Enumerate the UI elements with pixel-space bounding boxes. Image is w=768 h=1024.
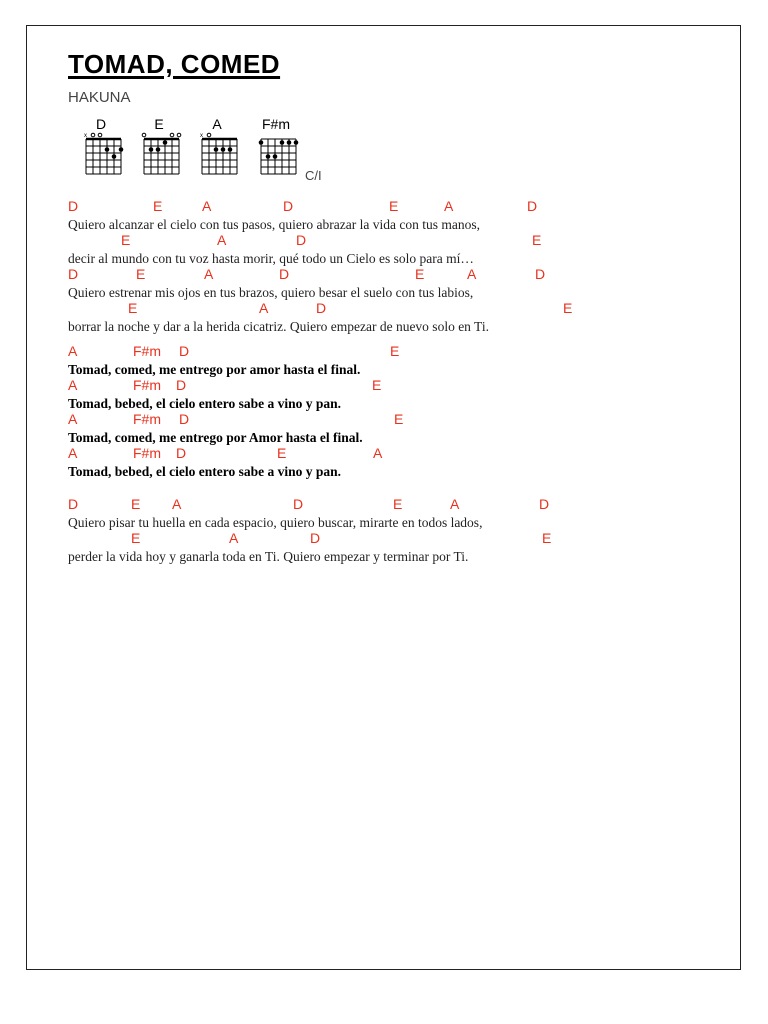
chord: E xyxy=(415,266,425,282)
chord: A xyxy=(172,496,182,512)
chord: F#m xyxy=(133,343,161,359)
chord-line xyxy=(0,377,768,394)
chord-diagram-name: F#m xyxy=(262,116,290,132)
chord: A xyxy=(467,266,477,282)
chord: D xyxy=(539,496,550,512)
chord: A xyxy=(373,445,383,461)
chord: E xyxy=(563,300,573,316)
chord: E xyxy=(153,198,163,214)
chord: D xyxy=(527,198,538,214)
chord: D xyxy=(310,530,321,546)
chord: D xyxy=(535,266,546,282)
chord-line xyxy=(0,266,768,283)
chord: A xyxy=(204,266,214,282)
chord-diagram-e xyxy=(134,116,184,178)
chord: D xyxy=(176,445,187,461)
lyric-line: perder la vida hoy y ganarla toda en Ti. Quiero empezar y terminar por Ti. xyxy=(68,549,469,564)
chord-line xyxy=(0,530,768,547)
chord: E xyxy=(121,232,131,248)
lyric-line: Tomad, bebed, el cielo entero sabe a vino y pan. xyxy=(68,396,342,411)
chord-grid-icon xyxy=(251,132,301,178)
chord: E xyxy=(136,266,146,282)
chord: E xyxy=(393,496,403,512)
chord: A xyxy=(68,377,78,393)
lyric-line: Quiero estrenar mis ojos en tus brazos, quiero besar el suelo con tus labios, xyxy=(68,285,474,300)
chord-grid-icon xyxy=(134,132,184,178)
chord: E xyxy=(532,232,542,248)
chord-grid-icon xyxy=(76,132,126,178)
lyric-line: Quiero pisar tu huella en cada espacio, quiero buscar, mirarte en todos lados, xyxy=(68,515,483,530)
chord: A xyxy=(229,530,239,546)
chord: A xyxy=(68,445,78,461)
chord: A xyxy=(259,300,269,316)
lyric-line: Tomad, bebed, el cielo entero sabe a vino y pan. xyxy=(68,464,342,479)
chord: D xyxy=(179,343,190,359)
chord-diagram-name: A xyxy=(212,116,222,132)
lyric-line: Tomad, comed, me entrego por amor hasta el final. xyxy=(68,362,361,377)
chord-line xyxy=(0,411,768,428)
chord: E xyxy=(128,300,138,316)
chord: E xyxy=(542,530,552,546)
chord: F#m xyxy=(133,445,161,461)
chord: D xyxy=(179,411,190,427)
lyric-line: Tomad, comed, me entrego por Amor hasta el final. xyxy=(68,430,363,445)
chord: E xyxy=(390,343,400,359)
chord-diagram-name: E xyxy=(154,116,164,132)
chord: D xyxy=(283,198,294,214)
chord-diagram-a xyxy=(192,116,242,178)
chord: A xyxy=(450,496,460,512)
chord-line xyxy=(0,232,768,249)
svg-text:x: x xyxy=(84,133,87,139)
chord: D xyxy=(293,496,304,512)
chord-line xyxy=(0,496,768,513)
chord-line xyxy=(0,198,768,215)
chord-grid-icon xyxy=(192,132,242,178)
chord: D xyxy=(316,300,327,316)
capo-label: C/I xyxy=(305,168,322,183)
svg-text:x: x xyxy=(200,133,203,139)
song-artist: HAKUNA xyxy=(68,89,131,106)
chord: E xyxy=(131,496,141,512)
chord: D xyxy=(68,266,79,282)
chord-line xyxy=(0,343,768,360)
chord: A xyxy=(217,232,227,248)
chord: D xyxy=(68,496,79,512)
chord-diagram-name: D xyxy=(95,116,107,132)
chord: A xyxy=(202,198,212,214)
chord-line xyxy=(0,300,768,317)
lyric-line: decir al mundo con tu voz hasta morir, qué todo un Cielo es solo para mí… xyxy=(68,251,474,266)
chord: F#m xyxy=(133,377,161,393)
chord: E xyxy=(389,198,399,214)
chord: D xyxy=(176,377,187,393)
chord: A xyxy=(444,198,454,214)
chord: D xyxy=(279,266,290,282)
chord-line xyxy=(0,445,768,462)
lyric-line: Quiero alcanzar el cielo con tus pasos, quiero abrazar la vida con tus manos, xyxy=(68,217,480,232)
chord: D xyxy=(68,198,79,214)
chord-diagram-f-sharp-m xyxy=(251,116,301,178)
chord: E xyxy=(372,377,382,393)
chord: E xyxy=(394,411,404,427)
chord: D xyxy=(296,232,307,248)
chord: A xyxy=(68,411,78,427)
lyric-line: borrar la noche y dar a la herida cicatriz. Quiero empezar de nuevo solo en Ti. xyxy=(68,319,489,334)
chord: E xyxy=(131,530,141,546)
song-title: TOMAD, COMED xyxy=(68,49,281,79)
chord-diagram-d xyxy=(76,116,126,178)
chord: A xyxy=(68,343,78,359)
chord: F#m xyxy=(133,411,161,427)
chord: E xyxy=(277,445,287,461)
